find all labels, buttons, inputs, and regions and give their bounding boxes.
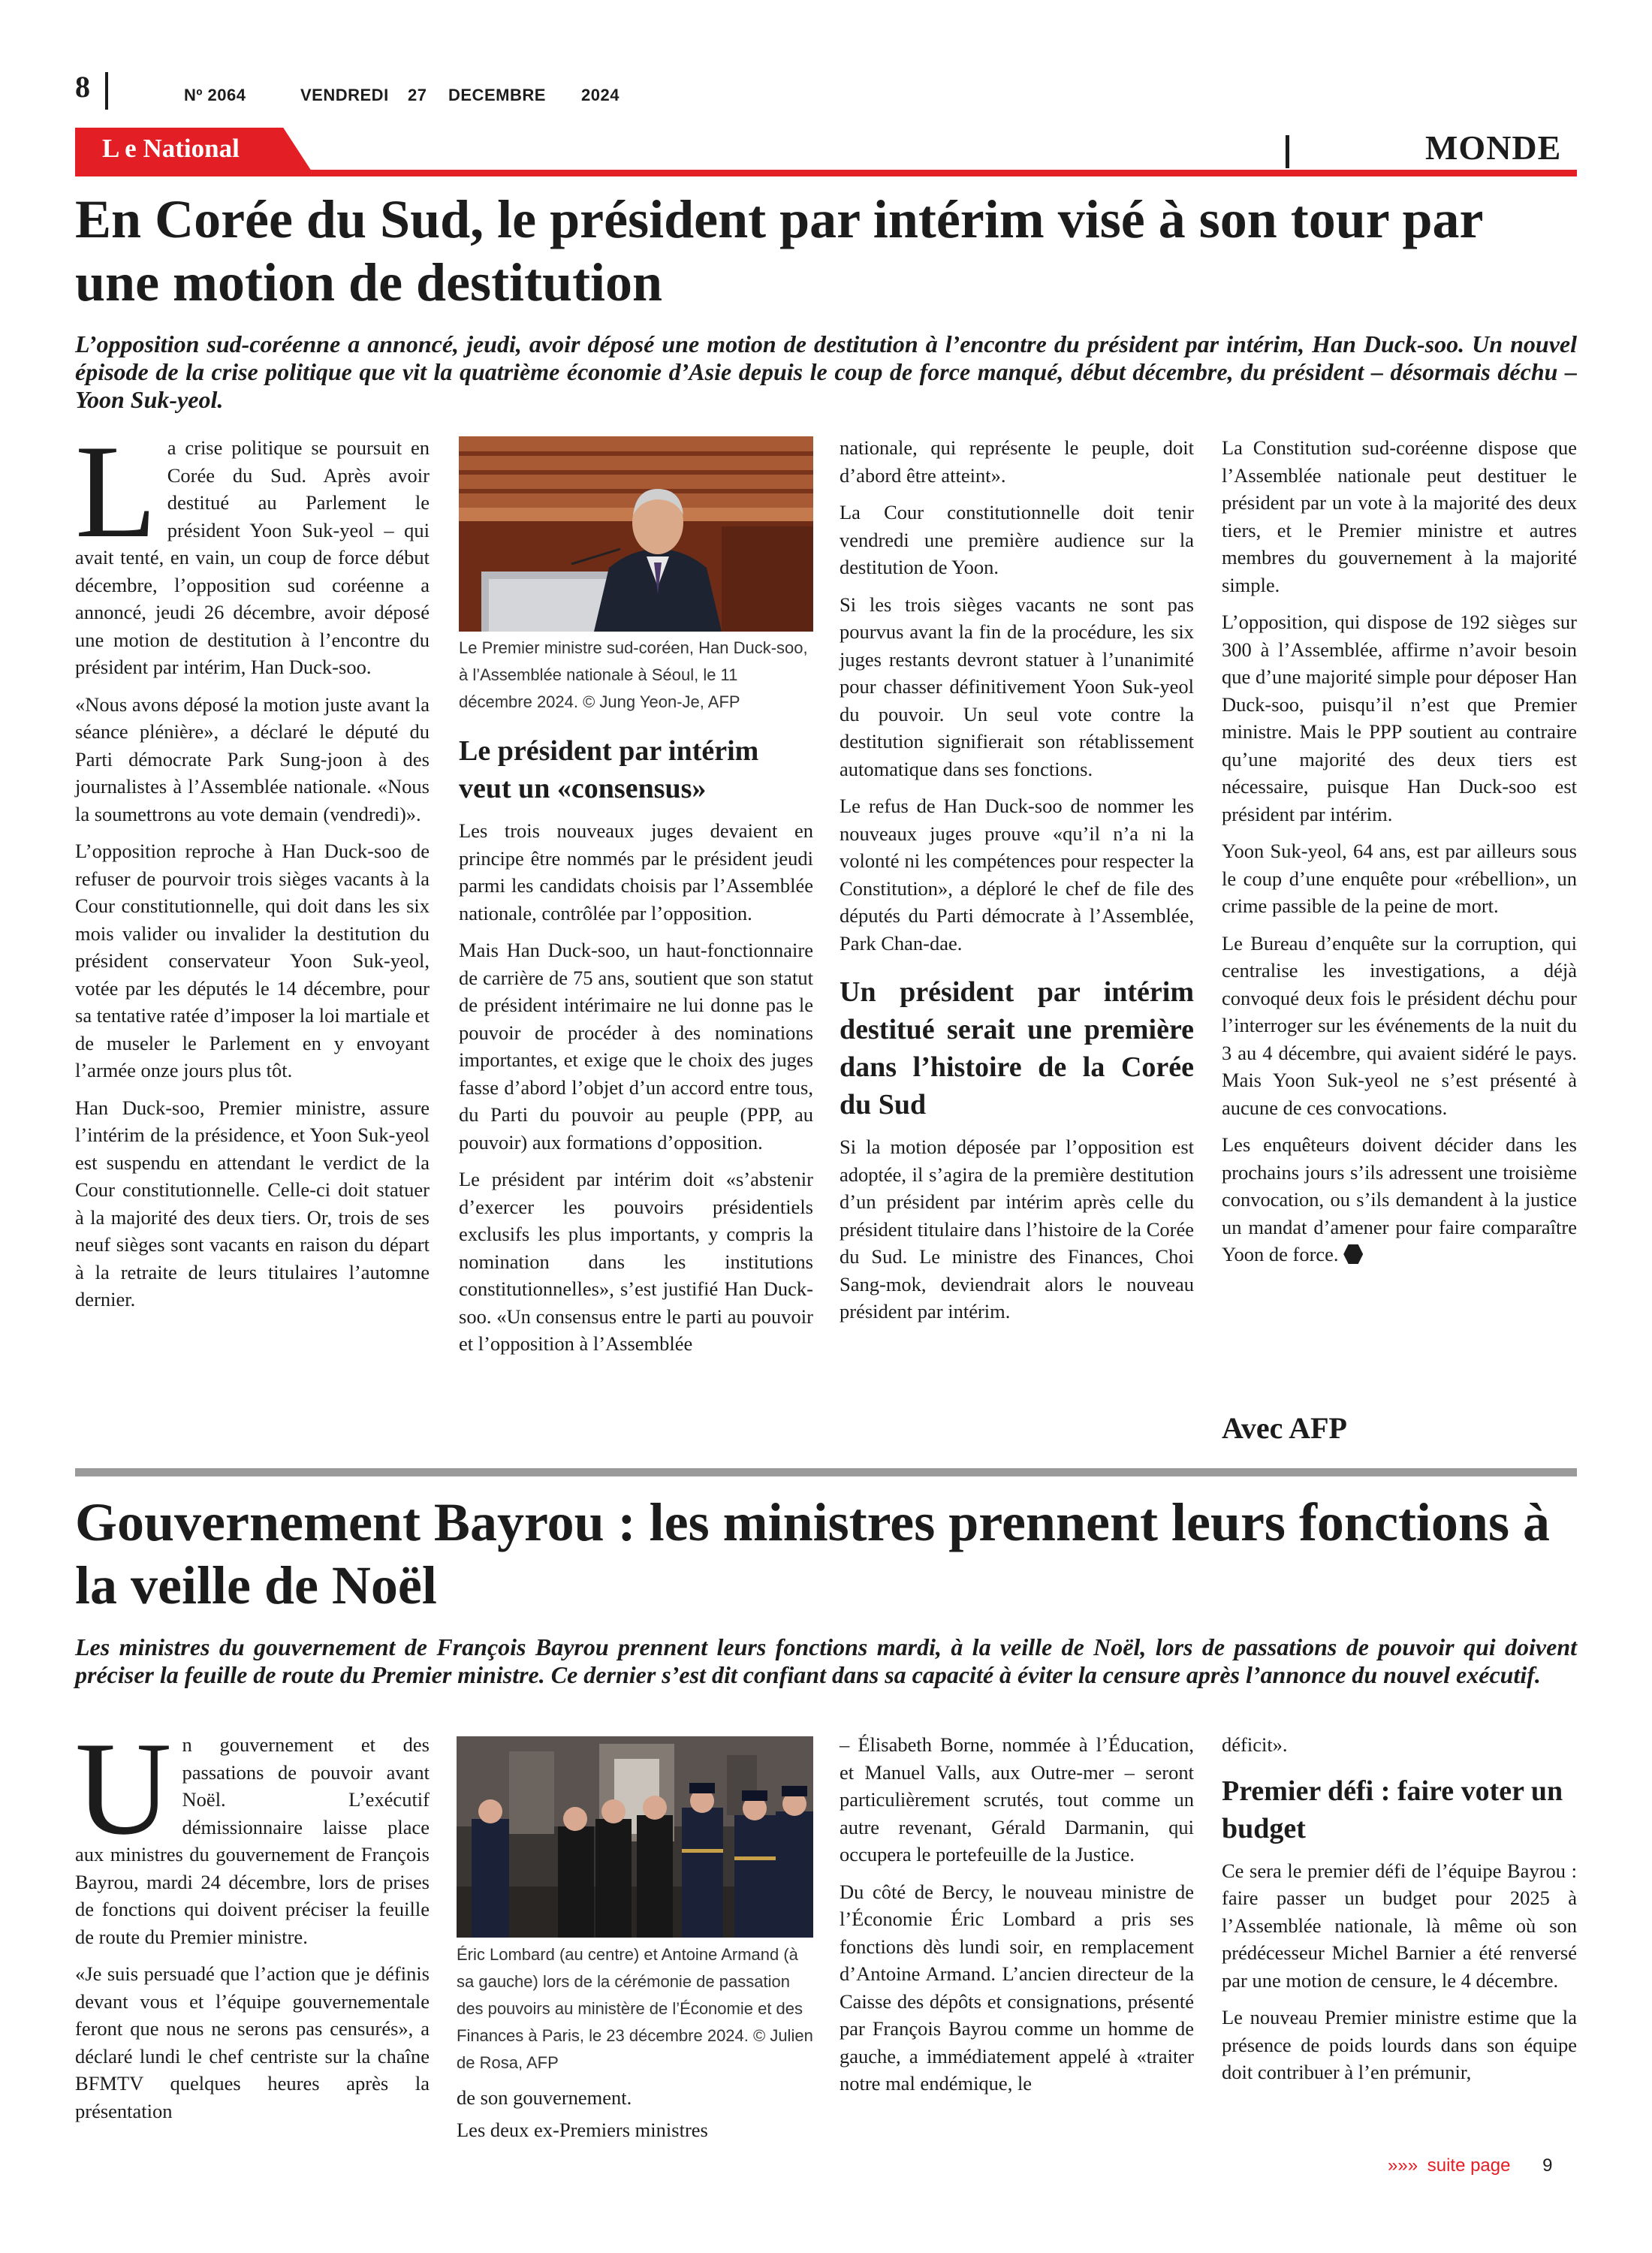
article2-column-1	[75, 1714, 430, 2134]
article1-paragraph: «Nous avons déposé la motion juste avant la séance plénière», a déclaré le député du Parti démocrate Park Sung-joon à des journalistes à l’Assemblée nationale. «Nous la soumettrons au vote demain (vendredi)».	[75, 692, 430, 825]
article1-subhead-history: Un président par intérim destitué serait une première dans l’histoire de la Corée du Sud	[840, 976, 1194, 1120]
article1-signoff: Avec AFP	[1222, 1411, 1347, 1445]
article2-paragraph: – Élisabeth Borne, nommée à l’Éducation, et Manuel Valls, aux Outre-mer – seront particulièrement scrutés, tout comme un autre revenant, Gérald Darmanin, qui occupera le portefeuille de la Justice.	[840, 1733, 1194, 1865]
continue-text: suite page	[1427, 2155, 1511, 2176]
section-divider	[1286, 135, 1289, 168]
article1-paragraph: Les trois nouveaux juges devaient en principe être nommés par le président jeudi parmi les candidats choisis par l’Assemblée nationale, contrôlée par l’opposition.	[459, 819, 813, 924]
header-rule	[75, 170, 1577, 176]
continue-arrows-icon: »»»	[1388, 2155, 1418, 2176]
article2-photo	[457, 1736, 813, 1938]
article2-paragraph: déficit».	[1222, 1733, 1288, 1756]
article2-paragraph: n gouvernement et des passations de pouvoir avant Noël. L’exécutif démissionnaire laisse place aux ministres du gouvernement de François Bayrou, mardi 24 décembre, lors de prises de fonctions qui doivent préciser la feuille de route du Premier ministre.	[75, 1733, 430, 1948]
article2-headline: Gouvernement Bayrou : les ministres prennent leurs fonctions à la veille de Noël	[75, 1492, 1550, 1615]
end-mark-icon	[1343, 1244, 1363, 1264]
article1-paragraph: a crise politique se poursuit en Corée du Sud. Après avoir destitué au Parlement le président Yoon Suk-yeol – qui avait tenté, en vain, un coup de force début décembre, l’opposition sud coréenne a annoncé, jeudi 26 décembre, avoir déposé une motion de destitution à l’encontre du président par intérim, Han Duck-soo.	[75, 436, 430, 678]
article1-column-2	[459, 732, 813, 1368]
page-number: 8	[75, 70, 90, 104]
article2-paragraph: Ce sera le premier défi de l’équipe Bayrou : faire passer un budget pour 2025 à l’Assemblée nationale, là même où son prédécesseur Michel Barnier a été renversé par une motion de censure, le 4 décembre.	[1222, 1859, 1577, 1992]
continue-page-number: 9	[1542, 2155, 1553, 2176]
ceremony-photo-illustration	[457, 1736, 813, 1938]
article1-paragraph: Han Duck-soo, Premier ministre, assure l’intérim de la présidence, et Yoon Suk-yeol est suspendu en attendant le verdict de la Cour constitutionnelle. Celle-ci doit statuer à la majorité des deux tiers. Or, trois de ses neuf sièges sont vacants en raison du départ à la retraite de leurs titulaires l’automne dernier.	[75, 1096, 430, 1310]
issue-number: Nº 2064	[184, 86, 246, 104]
article2-dropcap: U	[75, 1714, 172, 1862]
newspaper-logo: L e National	[102, 134, 240, 163]
issue-date: 27	[408, 86, 427, 104]
article1-dropcap: L	[75, 417, 157, 566]
article2-column-3	[840, 1731, 1194, 2107]
article2-paragraph: Le nouveau Premier ministre estime que la présence de poids lourds dans son équipe doit contribuer à l’en prémunir,	[1222, 2006, 1577, 2083]
article2-paragraph: de son gouvernement.	[457, 2086, 632, 2109]
article1-column-1	[75, 417, 430, 1323]
article1-paragraph: Le président par intérim doit «s’abstenir d’exercer les pouvoirs présidentiels exclusifs les plus importants, y compris la nomination dans les institutions constitutionnelles», s’est justifié Han Duck-soo. «Un consensus entre le parti au pouvoir et l’opposition à l’Assemblée	[459, 1168, 813, 1355]
article1-paragraph: Les enquêteurs doivent décider dans les prochains jours s’ils adressent une troisième convocation, ou s’ils demandent à la justice un mandat d’amener pour faire comparaître Yoon de force.	[1222, 1133, 1577, 1265]
article1-photo-caption: Le Premier ministre sud-coréen, Han Duck-soo, à l’Assemblée nationale à Séoul, le 11 décembre 2024. © Jung Yeon-Je, AFP	[459, 638, 808, 711]
issue-month: DECEMBRE	[448, 86, 546, 104]
han-duck-soo-photo-illustration	[459, 436, 813, 632]
issue-day: VENDREDI	[300, 86, 389, 104]
article1-paragraph: L’opposition, qui dispose de 192 sièges sur 300 à l’Assemblée, affirme n’avoir besoin que d’une majorité simple pour déposer Han Duck-soo, puisqu’il n’est que Premier ministre. Mais le PPP soutient au contraire qu’une majorité des deux tiers est nécessaire, puisque Han Duck-soo est président par intérim.	[1222, 611, 1577, 825]
article1-paragraph: Si les trois sièges vacants ne sont pas pourvus avant la fin de la procédure, les six juges restants devront statuer à l’unanimité pour chasser définitivement Yoon Suk-yeol du pouvoir. Un seul vote contre la destitution signifierait son rétablissement automatique dans ses fonctions.	[840, 593, 1194, 780]
article1-headline: En Corée du Sud, le président par intérim visé à son tour par une motion de destitution	[75, 189, 1483, 312]
article2-lede: Les ministres du gouvernement de François Bayrou prennent leurs fonctions mardi, à la veille de Noël, lors de passations de pouvoir qui doivent préciser la feuille de route du Premier ministre. Ce dernier s’est dit confiant dans sa capacité à éviter la censure après l’annonce du nouvel exécutif.	[75, 1633, 1577, 1688]
article1-paragraph: Le Bureau d’enquête sur la corruption, qui centralise les investigations, a déjà convoqué deux fois le président déchu pour l’interroger sur les événements de la nuit du 3 au 4 décembre, qui avaient sidéré le pays. Mais Yoon Suk-yeol ne s’est présenté à aucune de ces convocations.	[1222, 931, 1577, 1119]
article1-paragraph: Le refus de Han Duck-soo de nommer les nouveaux juges prouve «qu’il n’a ni la volonté ni les compétences pour respecter la Constitution», a déploré le chef de file des députés du Parti démocrate à l’Assemblée, Park Chan-dae.	[840, 795, 1194, 955]
article2-paragraph: Du côté de Bercy, le nouveau ministre de l’Économie Éric Lombard a pris ses fonctions dès lundi soir, en remplacement d’Antoine Armand. L’ancien directeur de la Caisse des dépôts et consignations, présenté par François Bayrou comme un homme de gauche, a immédiatement appelé à «traiter notre mal endémique, le	[840, 1880, 1194, 2095]
article1-paragraph: Si la motion déposée par l’opposition est adoptée, il s’agira de la première destitution d’un président par intérim après celle du président titulaire dans l’histoire de la Corée du Sud. Le ministre des Finances, Choi Sang-mok, deviendrait alors le nouveau président par intérim.	[840, 1136, 1194, 1323]
article2-paragraph: «Je suis persuadé que l’action que je définis devant vous et l’équipe gouvernementale feront que nous ne serons pas censurés», a déclaré lundi le chef centriste sur la chaîne BFMTV quelques heures après la présentation	[75, 1962, 430, 2122]
article1-lede: L’opposition sud-coréenne a annoncé, jeudi, avoir déposé une motion de destitution à l’encontre du président par intérim, Han Duck-soo. Un nouvel épisode de la crise politique que vit la quatrième économie d’Asie depuis le coup de force manqué, début décembre, du président – désormais déchu – Yoon Suk-yeol.	[75, 330, 1577, 413]
article1-paragraph: La Cour constitutionnelle doit tenir vendredi une première audience sur la destitution de Yoon.	[840, 501, 1194, 578]
article2-column-2	[457, 2084, 813, 2153]
article1-column-3	[840, 434, 1194, 1335]
article1-paragraph: Yoon Suk-yeol, 64 ans, est par ailleurs sous le coup d’une enquête pour «rébellion», un crime passible de la peine de mort.	[1222, 840, 1577, 917]
article2-photo-caption: Éric Lombard (au centre) et Antoine Armand (à sa gauche) lors de la cérémonie de passation des pouvoirs au ministère de l’Économie et des Finances à Paris, le 23 décembre 2024. © Julien de Rosa, AFP	[457, 1945, 813, 2072]
article1-paragraph: L’opposition reproche à Han Duck-soo de refuser de pourvoir trois sièges vacants à la Cour constitutionnelle, qui doit dans les six mois valider ou invalider la destitution du président conservateur Yoon Suk-yeol, votée par les députés le 14 décembre, pour sa tentative ratée d’imposer la loi martiale et de museler le Parlement en y envoyant l’armée onze jours plus tôt.	[75, 840, 430, 1081]
section-label: MONDE	[1425, 128, 1562, 167]
article1-paragraph: nationale, qui représente le peuple, doit d’abord être atteint».	[840, 436, 1194, 487]
article1-column-4	[1222, 434, 1577, 1278]
article2-paragraph: Les deux ex-Premiers ministres	[457, 2118, 708, 2141]
article-divider	[75, 1468, 1577, 1476]
article2-subhead-budget: Premier défi : faire voter un budget	[1222, 1775, 1563, 1844]
article2-column-4	[1222, 1731, 1577, 2096]
article1-paragraph: La Constitution sud-coréenne dispose que l’Assemblée nationale peut destituer le président par un vote à la majorité des deux tiers, et le Premier ministre et autres membres du gouvernement à la majorité simple.	[1222, 436, 1577, 596]
article1-photo	[459, 436, 813, 632]
article1-paragraph: Mais Han Duck-soo, un haut-fonctionnaire de carrière de 75 ans, soutient que son statut de président intérimaire ne lui donne pas le pouvoir de procéder à des nominations importantes, et exige que le choix des juges fasse d’abord l’objet d’un accord entre tous, du Parti du pouvoir au peuple (PPP, au pouvoir) aux formations d’opposition.	[459, 939, 813, 1154]
continue-link[interactable]	[1388, 2155, 1553, 2176]
issue-year: 2024	[581, 86, 620, 104]
article1-subhead-consensus: Le président par intérim veut un «consensus»	[459, 735, 759, 804]
page-number-divider	[105, 72, 108, 110]
